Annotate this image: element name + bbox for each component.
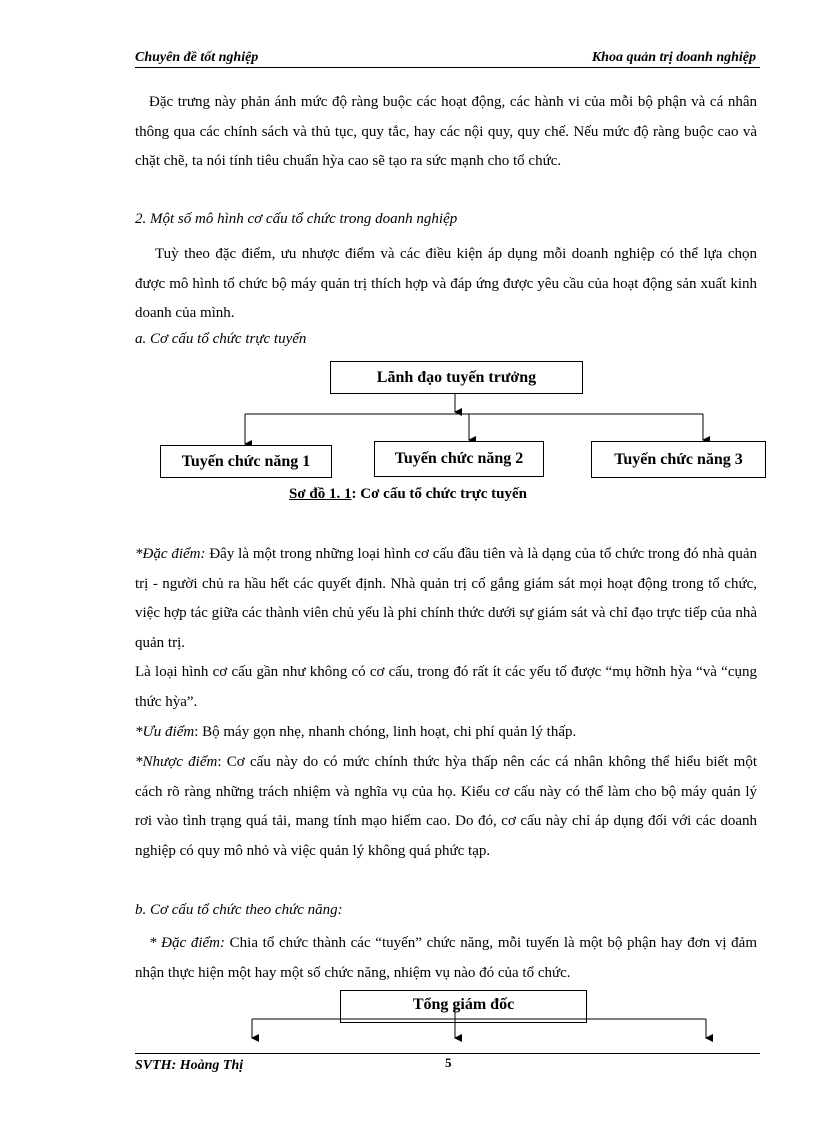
section-heading-2: 2. Một số mô hình cơ cấu tổ chức trong doanh nghiệp bbox=[135, 211, 458, 227]
page-number: 5 bbox=[445, 1055, 452, 1070]
caption-text: : Cơ cấu tổ chức trực tuyến bbox=[351, 486, 527, 502]
header-right: Khoa quản trị doanh nghiệp bbox=[591, 50, 756, 65]
paragraph-1-text: Đặc trưng này phản ánh mức độ ràng buộc các hoạt động, các hành vi của mỗi bộ phận và cá nhân thông qua các chính sách và thủ tục, quy tắc, hay các nội quy, quy chế. Nếu mức độ ràng buộc cao và chặt chẽ, ta nói tính tiêu chuẩn hỳa cao sẽ tạo ra sức mạnh cho tổ chức. bbox=[135, 94, 757, 169]
box-tuyen-2: Tuyến chức năng 2 bbox=[374, 441, 544, 477]
b-dac-diem-label: * Đặc điểm: bbox=[149, 935, 225, 951]
header-left: Chuyên đề tốt nghiệp bbox=[135, 50, 259, 65]
nhuoc-diem-text: : Cơ cấu này do có mức chính thức hỳa thấp nên các cá nhân không thể hiểu biết một cách rõ ràng những trách nhiệm và nghĩa vụ của họ. Kiểu cơ cấu này có thể làm cho bộ máy quản lý rơi vào tình trạng quá tải, mang tính mạo hiểm cao. Do đó, cơ cấu này chỉ áp dụng đối với các doanh nghiệp có quy mô nhỏ và việc quản lý không quá phức tạp. bbox=[135, 754, 757, 859]
footer-rule bbox=[135, 1053, 760, 1054]
box-tuyen-1: Tuyến chức năng 1 bbox=[160, 445, 332, 478]
footer-left: SVTH: Hoàng Thị bbox=[135, 1058, 244, 1073]
dac-diem-text: Đây là một trong những loại hình cơ cấu đầu tiên và là dạng của tổ chức trong đó nhà quản trị - người chủ ra hầu hết các quyết định. Nhà quản trị cố gắng giám sát mọi hoạt động trong tổ chức, việc hợp tác giữa các thành viên chủ yếu là phi chính thức dưới sự giám sát và chỉ đạo trực tiếp của nhà quản trị. bbox=[135, 546, 757, 651]
section-heading-a: a. Cơ cấu tổ chức trực tuyến bbox=[135, 331, 307, 347]
paragraph-uu-diem bbox=[135, 718, 757, 748]
box-lanh-dao: Lãnh đạo tuyến trưởng bbox=[330, 361, 583, 394]
nhuoc-diem-label: *Nhược điểm bbox=[135, 754, 218, 770]
dac-diem-label: *Đặc điểm: bbox=[135, 546, 206, 562]
box-tuyen-3: Tuyến chức năng 3 bbox=[591, 441, 766, 478]
section-heading-b: b. Cơ cấu tổ chức theo chức năng: bbox=[135, 902, 343, 918]
box-tong-giam-doc: Tổng giám đốc bbox=[340, 990, 587, 1023]
paragraph-2-text: Tuỳ theo đặc điểm, ưu nhược điểm và các điều kiện áp dụng mỗi doanh nghiệp có thể lựa chọn được mô hình tổ chức bộ máy quản trị thích hợp và đáp ứng được yêu cầu của hoạt động sản xuất kinh doanh của mình. bbox=[135, 246, 757, 321]
diagram-1-caption bbox=[0, 486, 816, 503]
uu-diem-label: *Ưu điểm bbox=[135, 724, 195, 740]
paragraph-b-dac-diem bbox=[135, 929, 757, 988]
caption-label: Sơ đồ 1. 1 bbox=[289, 486, 352, 502]
paragraph-nhuoc-diem bbox=[135, 748, 757, 866]
uu-diem-text: : Bộ máy gọn nhẹ, nhanh chóng, linh hoạt, chi phí quản lý thấp. bbox=[194, 724, 577, 740]
b-dac-diem-text: Chia tổ chức thành các “tuyến” chức năng, mỗi tuyến là một bộ phận hay đơn vị đảm nhận thực hiện một hay một số chức năng, nhiệm vụ nào đó của tổ chức. bbox=[135, 935, 757, 981]
paragraph-loai-hinh: Là loại hình cơ cấu gần như không có cơ cấu, trong đó rất ít các yếu tố được “mụ hỡnh hỳa “và “cụng thức hỳa”. bbox=[135, 664, 757, 710]
paragraph-dac-diem bbox=[135, 540, 757, 658]
